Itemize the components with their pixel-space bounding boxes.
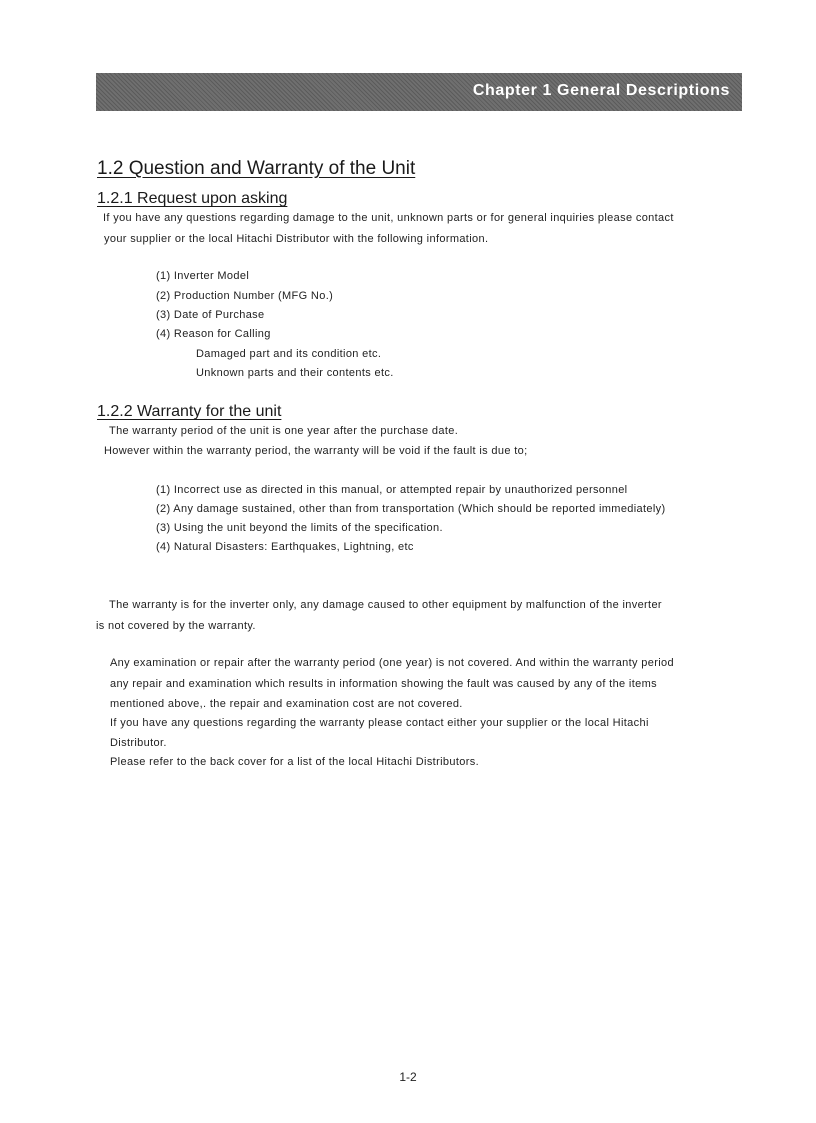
warranty-void-item: (3) Using the unit beyond the limits of the specification. xyxy=(156,522,443,534)
warranty-closing-line: If you have any questions regarding the warranty please contact either your supplier or the local Hitachi xyxy=(110,717,649,729)
warranty-intro-line: However within the warranty period, the warranty will be void if the fault is due to; xyxy=(104,445,528,457)
warranty-closing-line: Distributor. xyxy=(110,737,167,749)
chapter-title: Chapter 1 General Descriptions xyxy=(472,82,730,99)
page-number: 1-2 xyxy=(399,1070,417,1084)
subsection-title-request: 1.2.1 Request upon asking xyxy=(97,190,288,207)
warranty-void-item: (4) Natural Disasters: Earthquakes, Lightning, etc xyxy=(156,541,414,553)
warranty-closing-line: Any examination or repair after the warranty period (one year) is not covered. And within the warranty period xyxy=(110,657,674,669)
section-title: 1.2 Question and Warranty of the Unit xyxy=(97,158,416,179)
request-list-subitem: Unknown parts and their contents etc. xyxy=(196,367,394,379)
warranty-void-item: (2) Any damage sustained, other than from transportation (Which should be reported immediately) xyxy=(156,503,666,515)
warranty-void-item: (1) Incorrect use as directed in this manual, or attempted repair by unauthorized personnel xyxy=(156,484,628,496)
warranty-closing-line: mentioned above,. the repair and examination cost are not covered. xyxy=(110,698,463,710)
warranty-note-line: is not covered by the warranty. xyxy=(96,620,256,632)
request-list-item: (3) Date of Purchase xyxy=(156,309,265,321)
request-list-item: (4) Reason for Calling xyxy=(156,328,271,340)
warranty-note-line: The warranty is for the inverter only, any damage caused to other equipment by malfunction of the inverter xyxy=(109,599,662,611)
request-list-item: (1) Inverter Model xyxy=(156,270,250,282)
request-intro-line: your supplier or the local Hitachi Distributor with the following information. xyxy=(104,233,489,245)
chapter-header-bar xyxy=(96,73,742,111)
warranty-intro-line: The warranty period of the unit is one year after the purchase date. xyxy=(109,425,459,437)
warranty-closing-line: Please refer to the back cover for a list of the local Hitachi Distributors. xyxy=(110,756,479,768)
warranty-closing-line: any repair and examination which results in information showing the fault was caused by any of the items xyxy=(110,678,657,690)
request-list-subitem: Damaged part and its condition etc. xyxy=(196,348,382,360)
request-list-item: (2) Production Number (MFG No.) xyxy=(156,290,334,302)
request-intro-line: If you have any questions regarding damage to the unit, unknown parts or for general inquiries please contact xyxy=(103,212,674,224)
subsection-title-warranty: 1.2.2 Warranty for the unit xyxy=(97,403,282,420)
